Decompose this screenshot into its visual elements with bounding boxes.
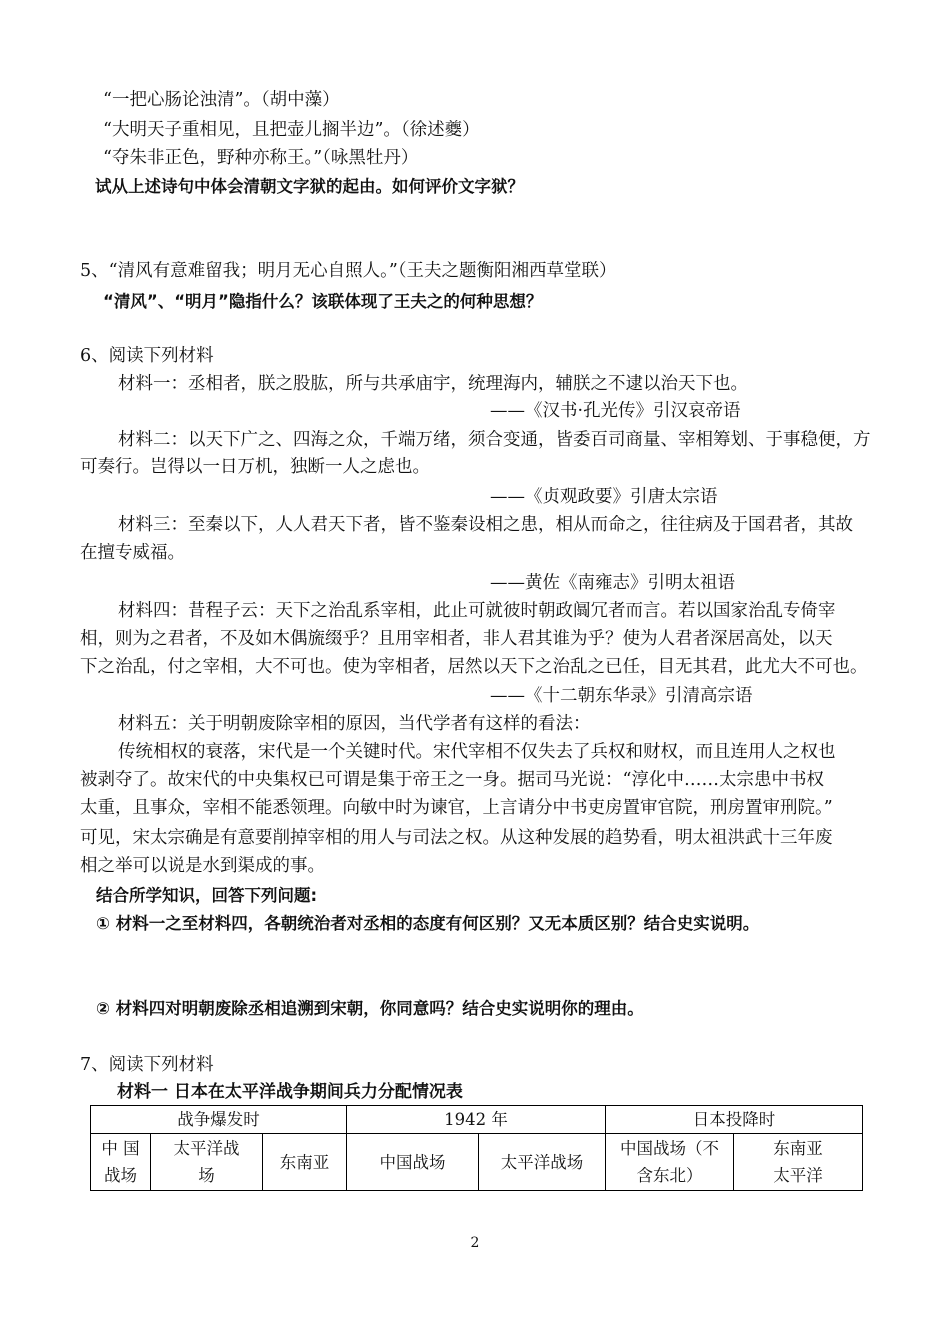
material-1-line-1: 材料一：丞相者，朕之股肱，所与共承庙宇，统理海内，辅朕之不逮以治天下也。	[118, 374, 748, 394]
material-5-line-6: 相之举可以说是水到渠成的事。	[80, 856, 325, 876]
header-1942: 1942 年	[347, 1106, 606, 1134]
q5-question: “清风”、“明月”隐指什么？该联体现了王夫之的何种思想？	[103, 292, 543, 311]
material-5-line-2: 传统相权的衰落，宋代是一个关键时代。宋代宰相不仅失去了兵权和财权，而且连用人之权也	[118, 742, 836, 762]
material-4-line-3: 下之治乱，付之宰相，大不可也。使为宰相者，居然以天下之治乱之已任，目无其君，此尤大不可也。	[80, 657, 868, 677]
material-5-line-3: 被剥夺了。故宋代的中央集权已可谓是集于帝王之一身。据司马光说：“淳化中……太宗患中书权	[80, 770, 824, 790]
poem-line-3: “夺朱非正色，野种亦称王。”（咏黑牡丹）	[103, 148, 419, 168]
material-1-source: ——《汉书·孔光传》引汉哀帝语	[490, 401, 741, 421]
poem-question: 试从上述诗句中体会清朝文字狱的起由。如何评价文字狱？	[95, 177, 524, 196]
q6-subquestion-1: ① 材料一之至材料四，各朝统治者对丞相的态度有何区别？又无本质区别？结合史实说明。	[96, 914, 760, 933]
cell-pacific-front-1942: 太平洋战场	[479, 1134, 606, 1191]
header-japan-surrender: 日本投降时	[606, 1106, 863, 1134]
troop-distribution-table	[90, 1105, 863, 1191]
q6-subquestion-2: ② 材料四对明朝废除丞相追溯到宋朝，你同意吗？结合史实说明你的理由。	[96, 999, 644, 1018]
q6-prompt: 结合所学知识，回答下列问题:	[96, 886, 318, 905]
q7-title: 7、阅读下列材料	[80, 1055, 214, 1075]
cell-southeast-asia: 东南亚	[263, 1134, 347, 1191]
cell-pacific-front: 太平洋战 场	[151, 1134, 263, 1191]
cell-china-front: 中 国 战场	[91, 1134, 151, 1191]
material-4-line-2: 相，则为之君者，不及如木偶旒缀乎？且用宰相者，非人君其谁为乎？使为人君者深居高处，以天	[80, 629, 833, 649]
page-number: 2	[470, 1235, 480, 1251]
q5-text: 5、“清风有意难留我；明月无心自照人。”（王夫之题衡阳湘西草堂联）	[80, 261, 617, 281]
q6-title: 6、阅读下列材料	[80, 346, 214, 366]
cell-china-front-1942: 中国战场	[347, 1134, 479, 1191]
table-caption: 材料一 日本在太平洋战争期间兵力分配情况表	[117, 1082, 463, 1102]
cell-china-front-surrender: 中国战场（不 含东北）	[606, 1134, 734, 1191]
material-3-source: ——黄佐《南雍志》引明太祖语	[490, 573, 735, 593]
material-4-source: ——《十二朝东华录》引清高宗语	[490, 686, 753, 706]
material-4-line-1: 材料四：昔程子云：天下之治乱系宰相，此止可就彼时朝政阘冗者而言。若以国家治乱专倚宰	[118, 601, 836, 621]
material-5-line-5: 可见，宋太宗确是有意要削掉宰相的用人与司法之权。从这种发展的趋势看，明太祖洪武十三年废	[80, 828, 833, 848]
header-war-outbreak: 战争爆发时	[91, 1106, 347, 1134]
material-2-line-2: 可奏行。岂得以一日万机，独断一人之虑也。	[80, 457, 430, 477]
material-2-source: ——《贞观政要》引唐太宗语	[490, 487, 718, 507]
cell-southeast-asia-pacific: 东南亚 太平洋	[734, 1134, 863, 1191]
poem-line-2: “大明天子重相见，且把壶儿搁半边”。（徐述夔）	[103, 120, 480, 140]
material-3-line-1: 材料三：至秦以下，人人君天下者，皆不鉴秦设相之患，相从而命之，往往病及于国君者，其故	[118, 515, 853, 535]
material-2-line-1: 材料二：以天下广之、四海之众，千端万绪，须合变通，皆委百司商量、宰相筹划、于事稳便，方	[118, 430, 871, 450]
material-3-line-2: 在擅专威福。	[80, 543, 185, 563]
material-5-line-1: 材料五：关于明朝废除宰相的原因，当代学者有这样的看法：	[118, 714, 591, 734]
material-5-line-4: 太重，且事众，宰相不能悉领理。向敏中时为谏官，上言请分中书吏房置审官院，刑房置审刑院。”	[80, 798, 833, 818]
poem-line-1: “一把心肠论浊清”。（胡中藻）	[103, 90, 340, 110]
